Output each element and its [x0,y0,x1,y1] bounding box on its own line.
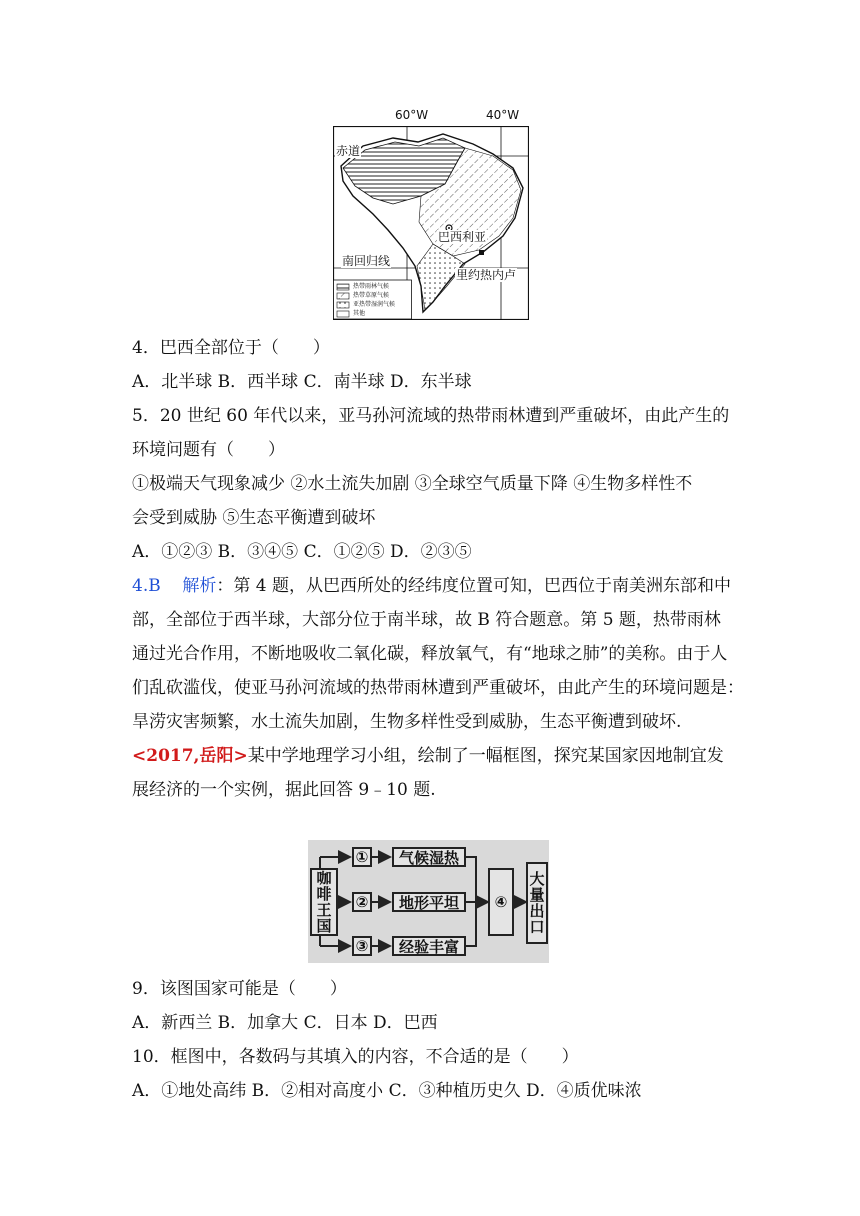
question-5-items-line2: 会受到威胁 ⑤生态平衡遭到破坏 [132,508,376,528]
question-9-options: A．新西兰 B．加拿大 C．日本 D．巴西 [132,1013,438,1033]
flow-terrain-box: 地形平坦 [392,892,466,912]
flow-coffee-kingdom-box: 咖啡王国 [310,868,338,936]
longitude-40w-label: 40°W [486,108,520,122]
flow-climate-box: 气候湿热 [392,847,466,867]
analysis-label: 解析 [182,576,217,596]
question-4-options: A．北半球 B．西半球 C．南半球 D．东半球 [132,372,472,392]
analysis-line4: 们乱砍滥伐，使亚马孙河流域的热带雨林遭到严重破坏，由此产生的环境问题是： [132,678,744,698]
equator-label: 赤道 [336,144,361,158]
question-5-items-line1: ①极端天气现象减少 ②水土流失加剧 ③全球空气质量下降 ④生物多样性不 [132,474,693,494]
flow-number-4-box: ④ [488,868,514,936]
coffee-flow-diagram [308,840,549,963]
legend-item-4: 其他 [353,310,366,317]
analysis-text-1: ：第 4 题，从巴西所处的经纬度位置可知，巴西位于南美洲东部和中 [216,576,731,596]
question-5-options: A．①②③ B．③④⑤ C．①②⑤ D．②③⑤ [132,542,472,562]
intro-line1 [132,746,724,766]
intro-text-1: 某中学地理学习小组，绘制了一幅框图，探究某国家因地制宜发 [247,746,724,766]
flow-number-1: ① [352,847,372,867]
question-10-stem: 10．框图中，各数码与其填入的内容，不合适的是（ ） [132,1047,579,1067]
brazil-climate-map [333,108,529,320]
intro-line2: 展经济的一个实例，据此回答 9﹣10 题. [132,780,436,800]
question-9-stem: 9．该图国家可能是（ ） [132,979,347,999]
tropic-label: 南回归线 [342,254,391,268]
flow-number-2: ② [352,892,372,912]
flow-export-box: 大量出口 [526,862,548,944]
source-tag: <2017,岳阳> [132,746,248,766]
capital-label: 巴西利亚 [438,230,487,244]
longitude-60w-label: 60°W [395,108,429,122]
analysis-line5: 旱涝灾害频繁，水土流失加剧，生物多样性受到威胁，生态平衡遭到破坏. [132,712,682,732]
question-5-stem-line1: 5．20 世纪 60 年代以来，亚马孙河流域的热带雨林遭到严重破坏，由此产生的 [132,406,730,426]
analysis-line1 [132,576,731,596]
answer-label: 4.B [132,576,161,596]
question-10-options: A．①地处高纬 B．②相对高度小 C．③种植历史久 D．④质优味浓 [132,1081,642,1101]
legend-item-1: 热带雨林气候 [353,283,390,290]
question-4-stem: 4．巴西全部位于（ ） [132,338,330,358]
flow-experience-box: 经验丰富 [392,936,466,956]
analysis-line2: 部，全部位于西半球，大部分位于南半球，故 B 符合题意。第 5 题，热带雨林 [132,610,721,630]
city-label: 里约热内卢 [456,268,517,282]
question-5-stem-line2: 环境问题有（ ） [132,440,285,460]
legend-item-3: 亚热带湿润气候 [353,301,396,308]
flow-number-3: ③ [352,936,372,956]
analysis-line3: 通过光合作用，不断地吸收二氧化碳，释放氧气，有“地球之肺”的美称。由于人 [132,644,728,664]
legend-item-2: 热带草原气候 [353,292,390,299]
